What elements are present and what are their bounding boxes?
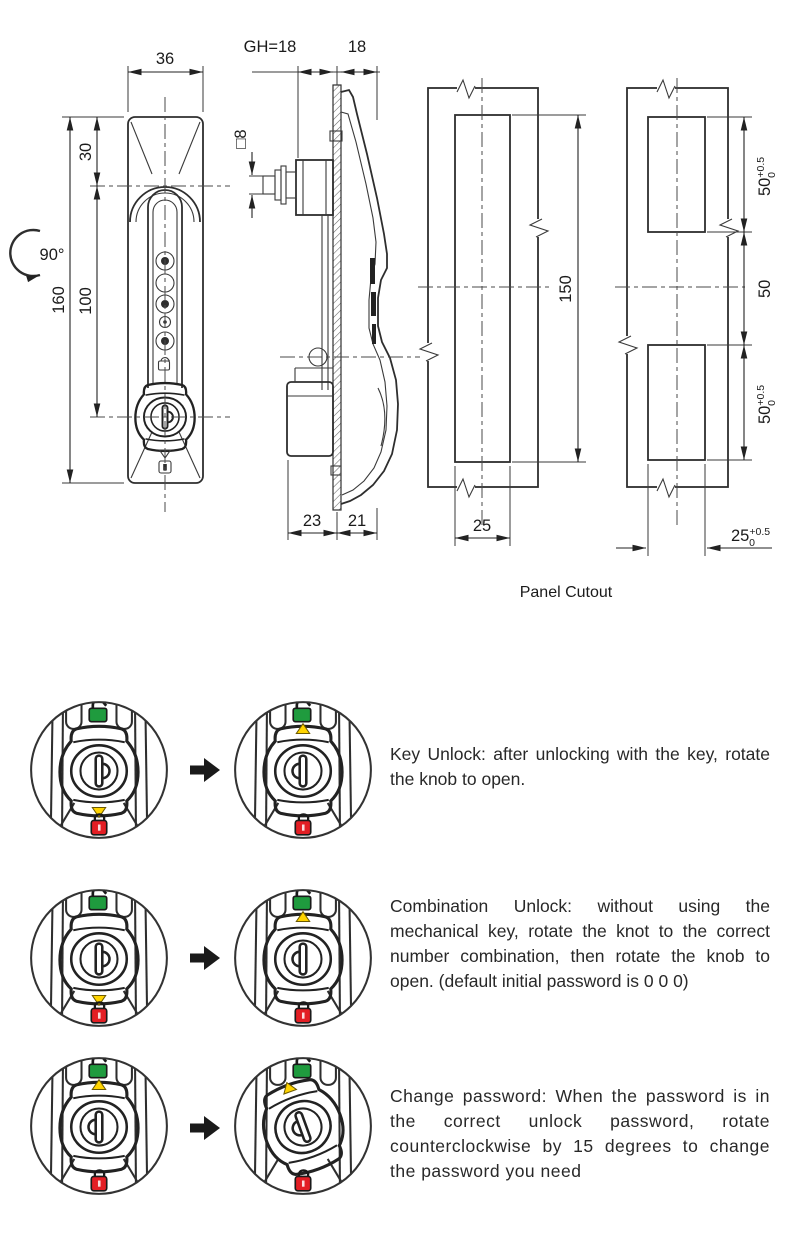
dim-front-mid: 100 bbox=[77, 287, 95, 315]
dim-front-depth: 18 bbox=[347, 38, 367, 56]
instruction-row-key-unlock bbox=[0, 698, 800, 858]
instruction-row-change-password bbox=[0, 1054, 800, 1214]
dim-cutout-gap: 50 bbox=[756, 279, 774, 298]
lock-detail-combination-unlocked bbox=[231, 886, 375, 1030]
dim-cutout-width-tol: $25^{+0.5}$ 0 bbox=[731, 526, 771, 549]
dim-handle-depth: 21 bbox=[347, 512, 367, 530]
square-spindle bbox=[263, 176, 275, 194]
dim-bottom-cutout-height: $50^{+0.5}0$ bbox=[755, 384, 778, 424]
dim-cutout-height: 150 bbox=[557, 275, 575, 303]
front-view bbox=[10, 50, 230, 512]
arrow-right-icon bbox=[188, 754, 222, 786]
arrow-right-icon bbox=[188, 1112, 222, 1144]
break-marks bbox=[619, 80, 738, 497]
instruction-text-combination-unlock: Combination Unlock: without using the mechanical key, rotate the knot to the correct number combination, then rotate the knob to open. (default initial password is 0 0 0) bbox=[390, 896, 770, 991]
panel-section bbox=[333, 85, 341, 510]
rotate-arrow-icon bbox=[10, 230, 40, 276]
dim-top-cutout-height: $50^{+0.5}0$ bbox=[755, 156, 778, 196]
break-marks bbox=[420, 80, 548, 497]
dim-grip-height: GH=18 bbox=[243, 38, 297, 56]
padlock-marker-icon bbox=[159, 358, 170, 370]
instruction-text-change-password: Change password: When the password is in the correct unlock password, rotate counterclockwise by 15 degrees to change the password you need bbox=[390, 1086, 770, 1181]
dim-spindle-size: □8 bbox=[232, 129, 250, 149]
dim-rotation-angle: 90° bbox=[39, 246, 65, 264]
instruction-text-key-unlock: Key Unlock: after unlocking with the key, rotate the knob to open. bbox=[390, 744, 770, 789]
lock-detail-password-position bbox=[27, 1054, 171, 1198]
instruction-row-combination-unlock bbox=[0, 886, 800, 1046]
dim-back-depth: 23 bbox=[302, 512, 322, 530]
lock-detail-password-rotated bbox=[231, 1054, 375, 1198]
dim-front-height: 160 bbox=[50, 286, 68, 314]
lock-detail-combination-locked bbox=[27, 886, 171, 1030]
side-view bbox=[232, 38, 420, 540]
panel-cutout-caption: Panel Cutout bbox=[519, 584, 613, 601]
dim-front-width: 36 bbox=[155, 50, 175, 68]
dim-front-top-offset: 30 bbox=[77, 142, 95, 162]
dim-cutout-width: 25 bbox=[472, 517, 492, 535]
panel-cutout-single-view bbox=[418, 78, 586, 546]
panel-cutout-double-view bbox=[615, 78, 778, 556]
lock-detail-key-unlocked bbox=[231, 698, 375, 842]
arrow-right-icon bbox=[188, 942, 222, 974]
lock-detail-key-locked bbox=[27, 698, 171, 842]
